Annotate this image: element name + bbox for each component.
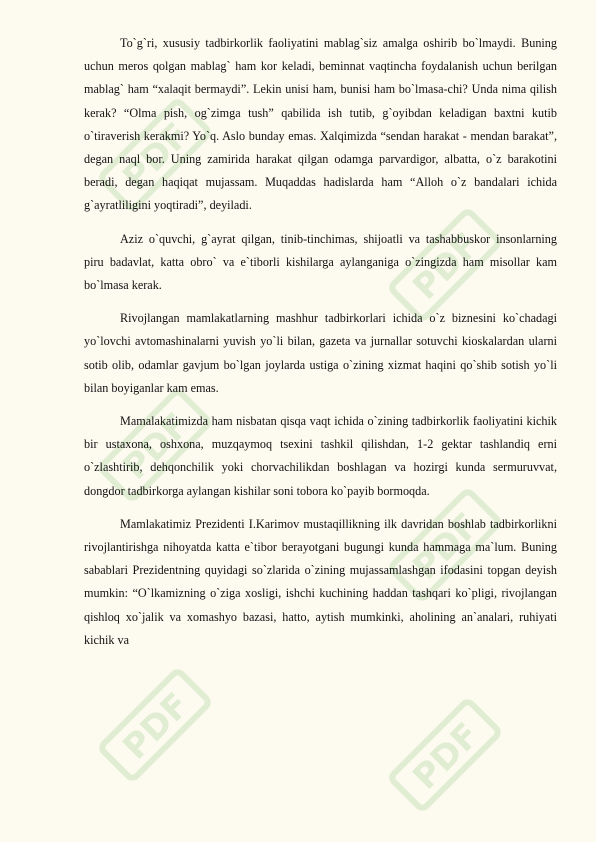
watermark-text: PDF [405,225,488,308]
paragraph-2: Aziz o`quvchi, g`ayrat qilgan, tinib-tinchimas, shijoatli va tashabbuskor insonlarning piru badavlat, katta obro` va e`tiborli kishilarga aylanganiga o`zingizda ham misollar kam bo`lmasa kerak. [84,231,557,293]
document-body [84,32,557,662]
watermark-logo [370,680,520,830]
watermark-text: PDF [115,685,198,768]
watermark-text: PDF [115,115,198,198]
watermark-text: PDF [115,405,198,488]
paragraph-3: Rivojlangan mamlakatlarning mashhur tadbirkorlari ichida o`z biznesini ko`chadagi yo`lovchi avtomashinalarni yuvish yo`li bilan, gazeta va jurnallar sotuvchi kioskalardan ularni sotib olib, odamlar gavjum bo`lgan joylarda ustiga o`zining xizmat haqini qo`shib sotish yo`li bilan boyiganlar kam emas. [84,311,557,395]
paragraph-1: To`g`ri, xususiy tadbirkorlik faoliyatini mablag`siz amalga oshirib bo`lmaydi. Buning uchun meros qolgan mablag` ham kor keladi, beminnat vaqtincha foydalanish uchun berilgan mablag` ham “xalaqit bermaydi”. Lekin unisi ham, bunisi ham bo`lmasa-chi? Unda nima qilish kerak? “Olma pish, og`zimga tush” qabilida ish tutib, g`oyibdan keladigan baxtni kutib o`tiraverish kerakmi? Yo`q. Aslo bunday emas. Xalqimizda “sendan harakat - mendan barakat”, degan naql bor. Uning zamirida harakat qilgan odamga parvardigor, albatta, o`z barakotini beradi, degan haqiqat mujassam. Muqaddas hadislarda ham “Alloh o`z bandalari ichida g`ayratliligini yoqtiradi”, deyiladi. [84,36,557,213]
watermark-text: PDF [405,715,488,798]
paragraph-5: Mamlakatimiz Prezidenti I.Karimov mustaqillikning ilk davridan boshlab tadbirkorlikni rivojlantirishga nihoyatda katta e`tibor berayotgani bugungi kunda hammaga ma`lum. Buning sabablari Prezidentning quyidagi so`zlarida o`zining mujassamlashgan ifodasini topgan deyish mumkin: “O`lkamizning o`ziga xosligi, ishchi kuchining haddan tashqari ko`pligi, rivojlangan qishloq xo`jalik va xomashyo bazasi, hatto, aytish mumkinki, aholining an`analari, ruhiyati kichik va [84,516,557,647]
paragraph-4: Mamalakatimizda ham nisbatan qisqa vaqt ichida o`zining tadbirkorlik faoliyatini kichik bir ustaxona, oshxona, muzqaymoq tsexini tashkil qilishdan, 1-2 gektar tashlandiq erni o`zlashtirib, dehqonchilik yoki chorvachilikdan boshlagan va hozirgi kunda sermuruvvat, dongdor tadbirkorga aylangan kishilar soni tobora ko`payib bormoqda. [84,414,557,498]
watermark-text: PDF [405,505,488,588]
watermark-logo [80,650,230,800]
